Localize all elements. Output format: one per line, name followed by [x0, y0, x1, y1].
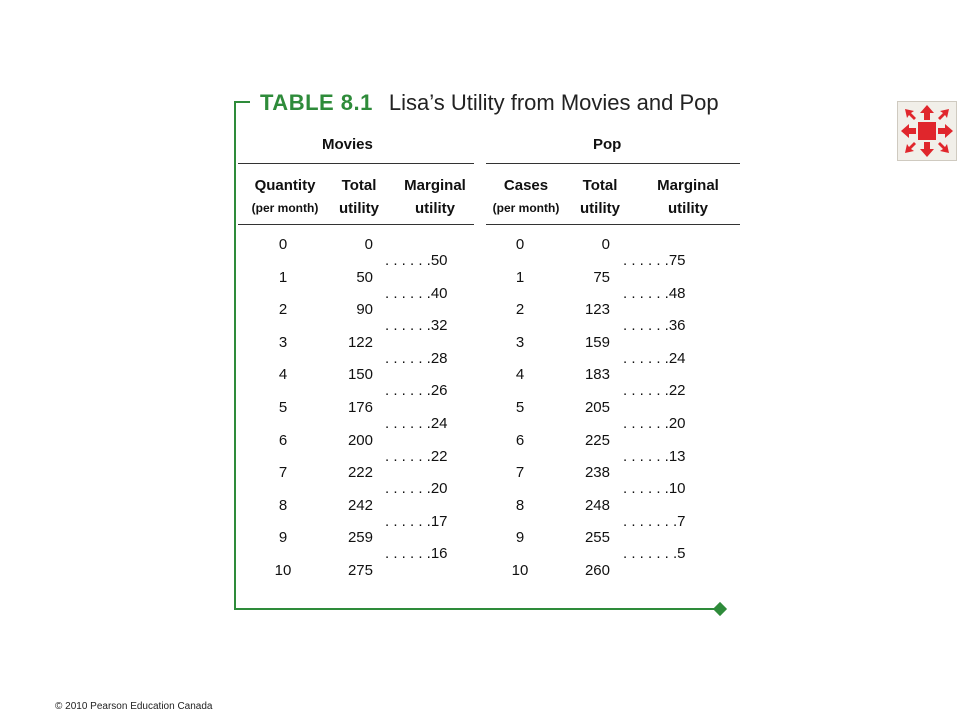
pop-total-utility-cell: 238: [584, 464, 610, 482]
movies-quantity-cell: 3: [278, 333, 288, 351]
pop-cases-header: Cases (per month): [492, 177, 560, 215]
pop-total-utility-cell: 0: [601, 236, 610, 253]
movies-marginal-utility-cell: . . . . . .20: [385, 480, 448, 498]
movies-quantity-cell: 6: [278, 431, 288, 449]
movies-group-label: Movies: [322, 136, 373, 153]
pop-cases-cell: 5: [515, 399, 525, 416]
movies-total-utility-cell: 222: [347, 464, 373, 482]
pop-total-utility-cell: 205: [584, 399, 610, 416]
movies-total-utility-cell: 259: [347, 529, 373, 547]
movies-quantity-cell: 9: [278, 529, 288, 547]
pop-marginal-utility-cell: . . . . . . .7: [623, 512, 686, 530]
movies-quantity-cell: 2: [278, 301, 288, 319]
pop-group-rule: [486, 163, 740, 164]
pop-marginal-utility-cell: . . . . . .36: [623, 317, 686, 335]
pop-marginal-utility-cell: . . . . . . .5: [623, 545, 686, 563]
shrink-arrows-icon[interactable]: [897, 101, 957, 161]
movies-marginal-utility-cell: . . . . . .28: [385, 349, 448, 367]
movies-quantity-cell: 8: [278, 496, 288, 514]
pop-marginal-utility-cell: . . . . . .13: [623, 447, 686, 465]
pop-marginal-utility-cell: . . . . . .24: [623, 349, 686, 367]
pop-total-utility-cell: 75: [593, 268, 610, 286]
pop-total-utility-cell: 255: [584, 529, 610, 547]
movies-total-utility-cell: 275: [347, 562, 373, 579]
pop-cases-cell: 9: [515, 529, 525, 547]
movies-quantity-cell: 5: [278, 399, 288, 416]
movies-marginal-utility-cell: . . . . . .24: [385, 415, 448, 432]
pop-cases-cell: 2: [515, 301, 525, 319]
copyright-notice: © 2010 Pearson Education Canada: [55, 701, 213, 712]
movies-marginal-utility-cell: . . . . . .16: [385, 545, 448, 563]
table-number: TABLE 8.1: [260, 90, 373, 115]
pop-marginal-utility-cell: . . . . . .20: [623, 415, 686, 432]
movies-quantity-cell: 4: [278, 366, 288, 384]
pop-group-label: Pop: [593, 136, 622, 153]
pop-cases-cell: 1: [515, 268, 525, 286]
pop-total-utility-header: Total utility: [580, 177, 620, 217]
table-frame-top-rule: [236, 101, 250, 103]
pop-marginal-utility-cell: . . . . . .22: [623, 382, 686, 400]
pop-total-utility-cell: 248: [584, 496, 610, 514]
movies-marginal-utility-cell: . . . . . .17: [385, 512, 448, 530]
pop-total-utility-cell: 183: [584, 366, 610, 384]
movies-marginal-utility-cell: . . . . . .22: [385, 447, 448, 465]
table-title: [260, 90, 719, 116]
pop-total-utility-cell: 225: [584, 431, 610, 449]
movies-marginal-utility-cell: . . . . . .32: [385, 317, 448, 335]
pop-marginal-utility-cell: . . . . . .48: [623, 284, 686, 302]
pop-marginal-utility-cell: . . . . . .75: [623, 252, 686, 269]
pop-cases-cell: 0: [515, 236, 525, 253]
pop-header-rule: [486, 224, 740, 225]
pop-cases-cell: 10: [511, 562, 529, 579]
pop-cases-cell: 8: [515, 496, 525, 514]
movies-marginal-utility-cell: . . . . . .40: [385, 284, 448, 302]
movies-quantity-cell: 0: [278, 236, 288, 253]
movies-quantity-header: Quantity (per month): [251, 177, 319, 215]
pop-total-utility-cell: 123: [584, 301, 610, 319]
pop-total-utility-cell: 260: [584, 562, 610, 579]
table-title-text: Lisa’s Utility from Movies and Pop: [388, 90, 719, 115]
movies-total-utility-cell: 150: [347, 366, 373, 384]
movies-quantity-cell: 10: [274, 562, 292, 579]
movies-marginal-utility-cell: . . . . . .50: [385, 252, 448, 269]
movies-marginal-utility-cell: . . . . . .26: [385, 382, 448, 400]
movies-group-rule: [238, 163, 474, 164]
movies-quantity-cell: 1: [278, 268, 288, 286]
pop-marginal-utility-cell: . . . . . .10: [623, 480, 686, 498]
pop-marginal-utility-header: Marginal utility: [657, 177, 719, 217]
movies-total-utility-cell: 242: [347, 496, 373, 514]
movies-total-utility-cell: 90: [356, 301, 373, 319]
pop-total-utility-cell: 159: [584, 333, 610, 351]
movies-total-utility-cell: 122: [347, 333, 373, 351]
pop-cases-cell: 4: [515, 366, 525, 384]
movies-total-utility-cell: 200: [347, 431, 373, 449]
table-end-diamond: [713, 602, 727, 616]
movies-header-rule: [238, 224, 474, 225]
movies-total-utility-header: Total utility: [339, 177, 379, 217]
movies-total-utility-cell: 176: [347, 399, 373, 416]
movies-marginal-utility-header: Marginal utility: [404, 177, 466, 217]
movies-quantity-cell: 7: [278, 464, 288, 482]
table-frame-bottom-rule: [234, 608, 716, 610]
table-frame-left-rule: [234, 101, 236, 610]
pop-cases-cell: 7: [515, 464, 525, 482]
pop-cases-cell: 3: [515, 333, 525, 351]
movies-total-utility-cell: 0: [364, 236, 373, 253]
pop-cases-cell: 6: [515, 431, 525, 449]
movies-total-utility-cell: 50: [356, 268, 373, 286]
